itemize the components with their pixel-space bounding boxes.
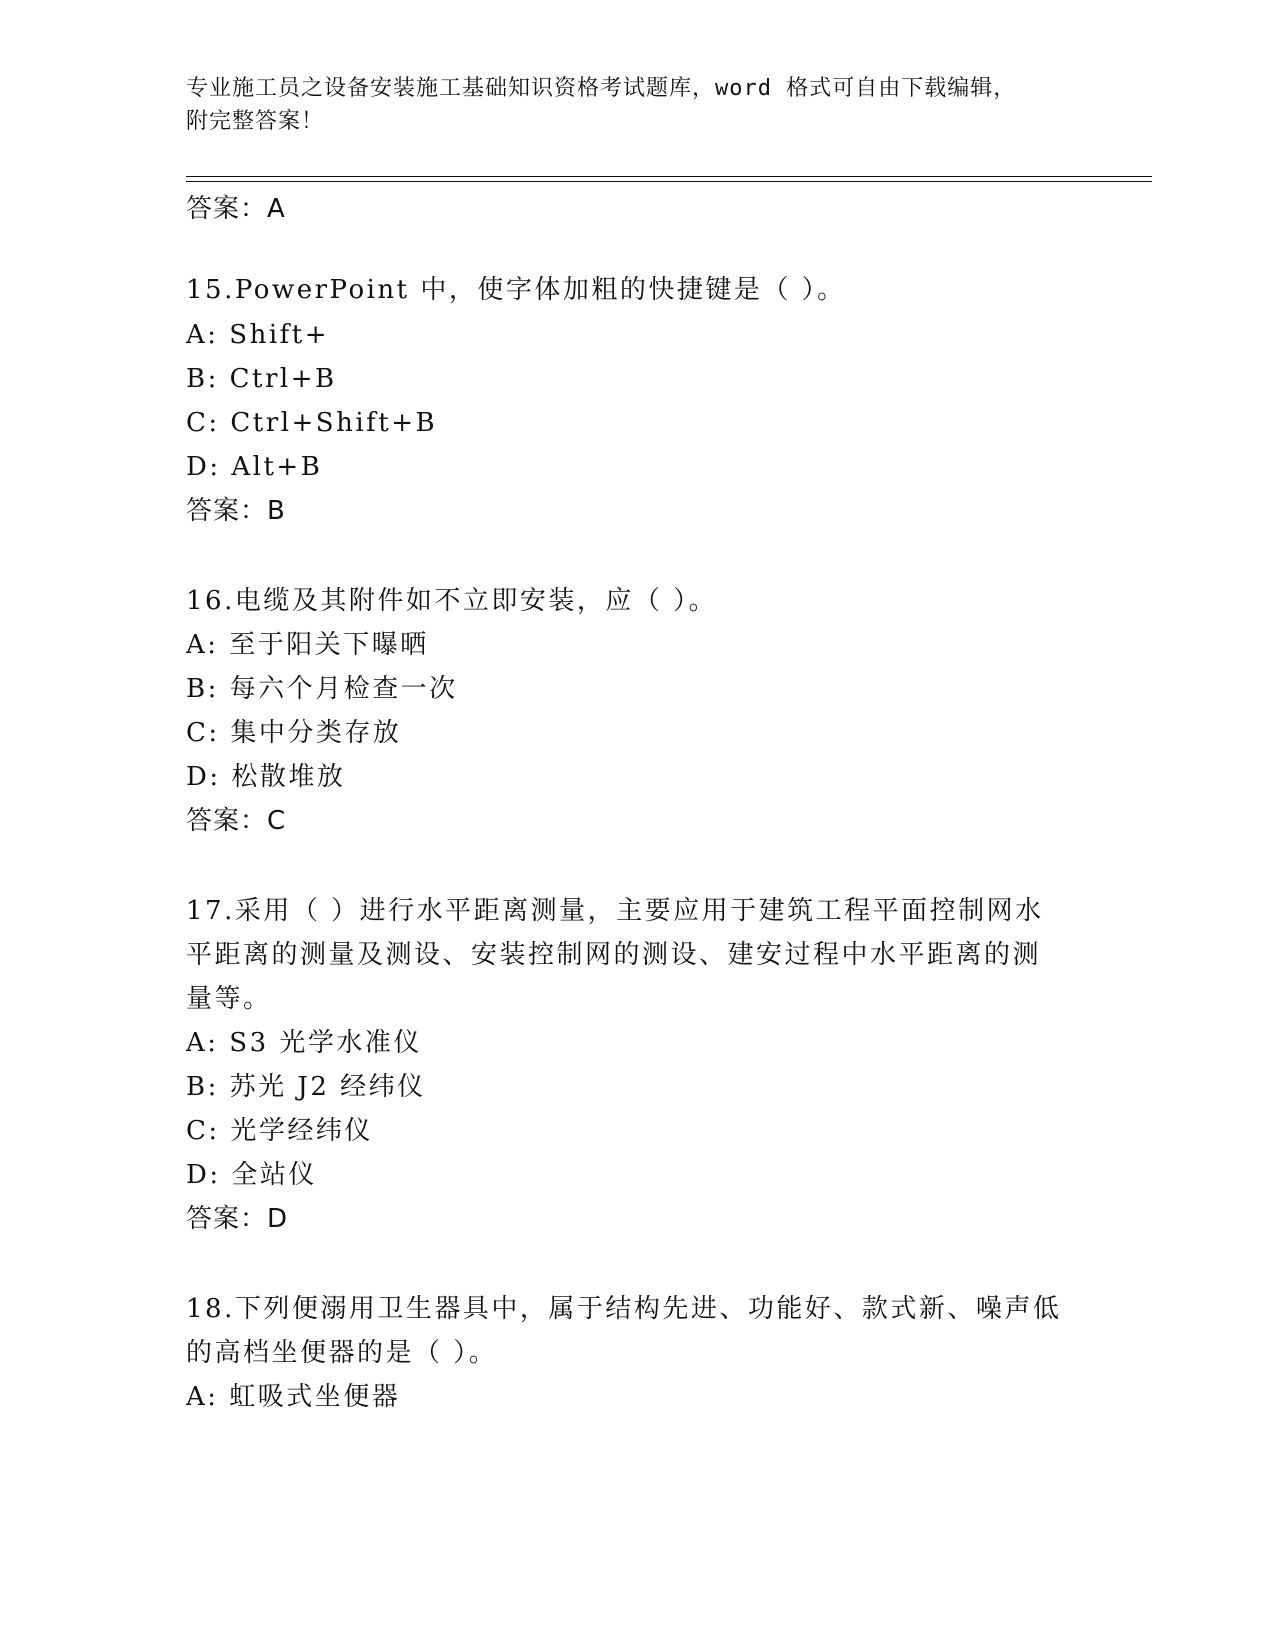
option-15-d: D: Alt+B	[186, 452, 323, 482]
answer-15: 答案：B	[186, 496, 286, 526]
question-18-text-line-2: 的高档坐便器的是（ ）。	[186, 1338, 498, 1368]
question-16-text: 16.电缆及其附件如不立即安装，应（ ）。	[186, 586, 718, 616]
question-18-text-line-1: 18.下列便溺用卫生器具中，属于结构先进、功能好、款式新、噪声低	[186, 1294, 1062, 1324]
header-line-1: 专业施工员之设备安装施工基础知识资格考试题库，word 格式可自由下载编辑，	[186, 76, 1017, 101]
header-divider-bottom	[186, 181, 1152, 182]
option-16-a: A: 至于阳关下曝晒	[186, 630, 429, 660]
answer-16: 答案：C	[186, 806, 287, 836]
document-header	[186, 72, 1086, 138]
header-line-2: 附完整答案！	[186, 109, 325, 134]
answer-17: 答案：D	[186, 1204, 289, 1234]
option-15-c: C: Ctrl+Shift+B	[186, 408, 438, 438]
header-divider-top	[186, 176, 1152, 177]
option-16-d: D: 松散堆放	[186, 762, 346, 792]
option-18-a: A: 虹吸式坐便器	[186, 1382, 401, 1412]
option-16-c: C: 集中分类存放	[186, 718, 402, 748]
answer-prev: 答案：A	[186, 194, 286, 224]
question-17-text-line-3: 量等。	[186, 984, 272, 1014]
option-17-b: B: 苏光 J2 经纬仪	[186, 1072, 426, 1102]
option-15-a: A: Shift+	[186, 320, 330, 350]
question-17-text-line-1: 17.采用（ ）进行水平距离测量，主要应用于建筑工程平面控制网水	[186, 896, 1044, 926]
option-16-b: B: 每六个月检查一次	[186, 674, 458, 704]
question-17-text-line-2: 平距离的测量及测设、安装控制网的测设、建安过程中水平距离的测	[186, 940, 1042, 970]
option-15-b: B: Ctrl+B	[186, 364, 337, 394]
option-17-d: D: 全站仪	[186, 1160, 317, 1190]
option-17-c: C: 光学经纬仪	[186, 1116, 373, 1146]
option-17-a: A: S3 光学水准仪	[186, 1028, 422, 1058]
question-15-text: 15.PowerPoint 中，使字体加粗的快捷键是（ ）。	[186, 275, 846, 305]
